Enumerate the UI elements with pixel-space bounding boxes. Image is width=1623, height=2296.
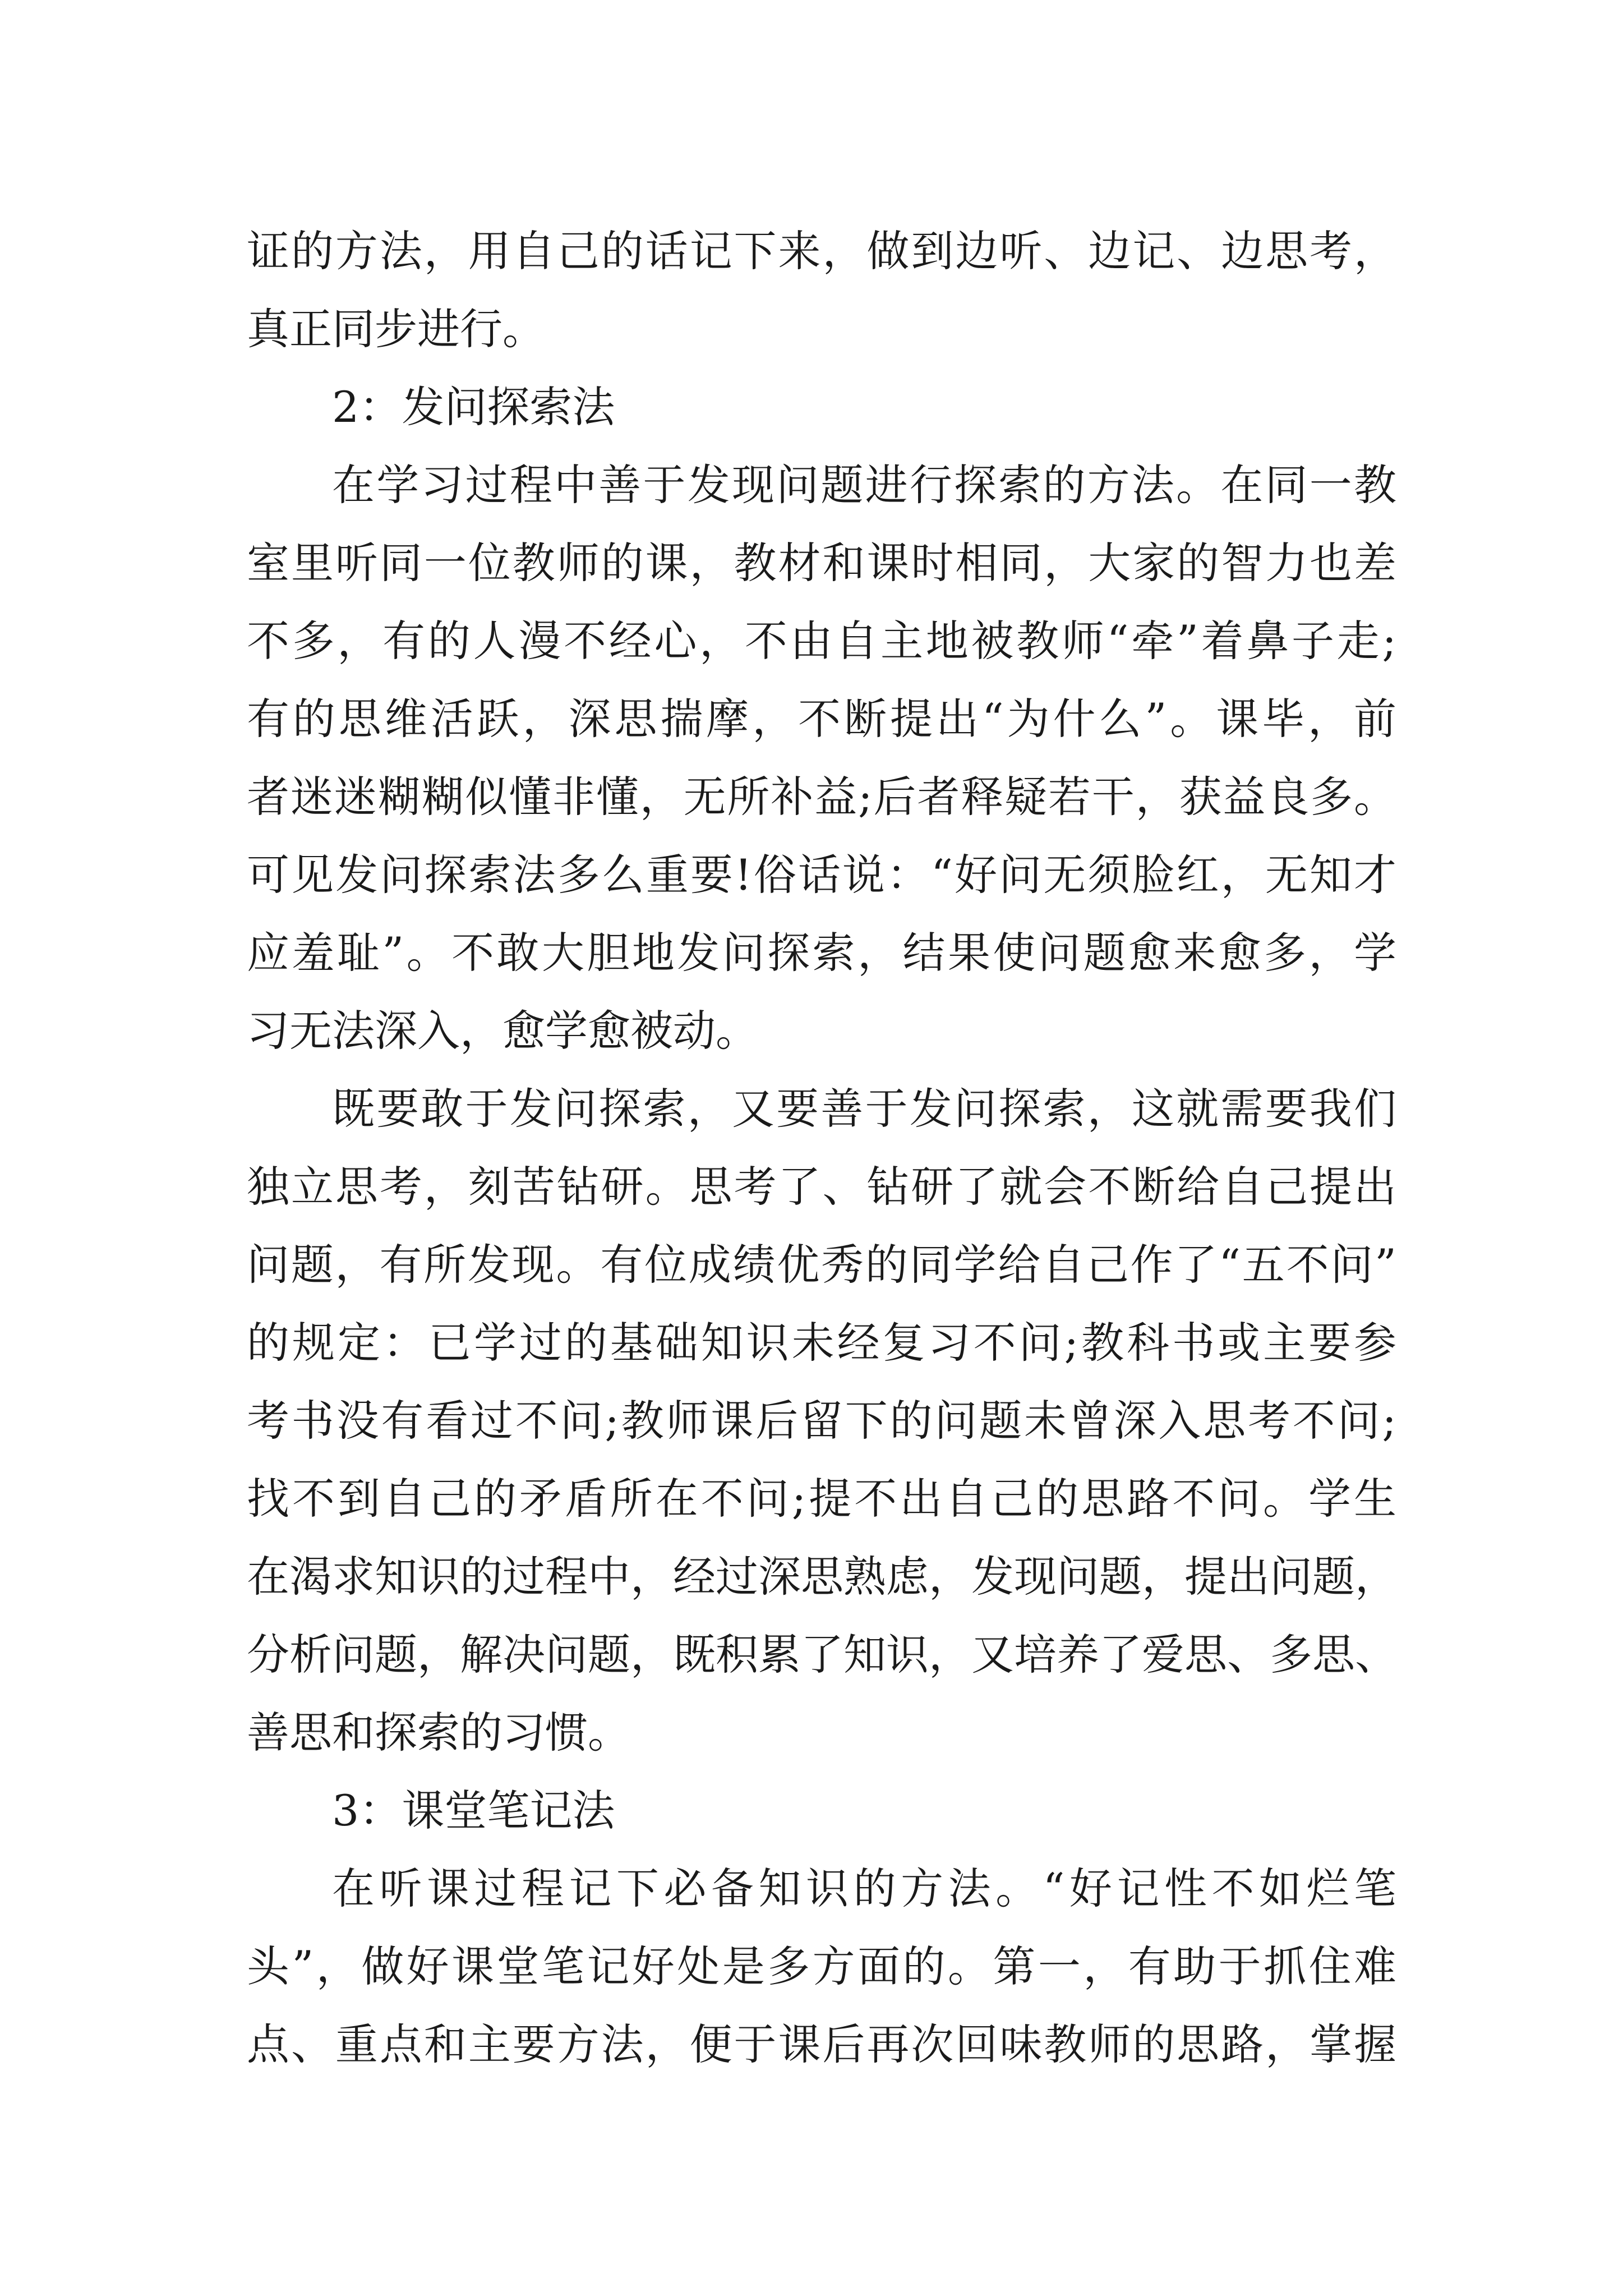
paragraph-line: 既要敢于发问探索，又要善于发问探索，这就需要我们 bbox=[332, 1084, 1396, 1134]
paragraph-line: 应羞耻”。不敢大胆地发问探索，结果使问题愈来愈多，学 bbox=[247, 928, 1396, 978]
paragraph-line: 善思和探索的习惯。 bbox=[247, 1708, 630, 1757]
paragraph-line: 室里听同一位教师的课，教材和课时相同，大家的智力也差 bbox=[247, 538, 1396, 588]
paragraph-line: 有的思维活跃，深思揣摩，不断提出“为什么”。课毕，前 bbox=[247, 694, 1396, 744]
paragraph-line: 独立思考，刻苦钻研。思考了、钻研了就会不断给自己提出 bbox=[247, 1162, 1396, 1212]
paragraph-line: 点、重点和主要方法，便于课后再次回味教师的思路，掌握 bbox=[247, 2019, 1396, 2069]
paragraph-line: 不多，有的人漫不经心，不由自主地被教师“牵”着鼻子走; bbox=[247, 616, 1396, 666]
paragraph-line: 真正同步进行。 bbox=[247, 304, 545, 354]
paragraph-line: 习无法深入，愈学愈被动。 bbox=[247, 1006, 758, 1056]
paragraph-line: 在听课过程记下必备知识的方法。“好记性不如烂笔 bbox=[332, 1864, 1396, 1913]
paragraph-line: 的规定：已学过的基础知识未经复习不问;教科书或主要参 bbox=[247, 1318, 1396, 1368]
section-heading-3: 3：课堂笔记法 bbox=[332, 1786, 615, 1835]
paragraph-line: 考书没有看过不问;教师课后留下的问题未曾深入思考不问; bbox=[247, 1396, 1396, 1446]
document-body bbox=[247, 212, 1396, 2083]
paragraph-line: 问题，有所发现。有位成绩优秀的同学给自己作了“五不问” bbox=[247, 1240, 1396, 1290]
section-heading-2: 2：发问探索法 bbox=[332, 382, 615, 432]
paragraph-line: 在学习过程中善于发现问题进行探索的方法。在同一教 bbox=[332, 460, 1396, 510]
paragraph-line: 者迷迷糊糊似懂非懂，无所补益;后者释疑若干，获益良多。 bbox=[247, 772, 1396, 822]
paragraph-line: 找不到自己的矛盾所在不问;提不出自己的思路不问。学生 bbox=[247, 1474, 1396, 1524]
paragraph-line: 在渴求知识的过程中，经过深思熟虑，发现问题，提出问题， bbox=[247, 1552, 1398, 1602]
paragraph-line: 证的方法，用自己的话记下来，做到边听、边记、边思考， bbox=[247, 226, 1396, 276]
paragraph-line: 头”，做好课堂笔记好处是多方面的。第一，有助于抓住难 bbox=[247, 1941, 1396, 1991]
paragraph-line: 可见发问探索法多么重要!俗话说：“好问无须脸红，无知才 bbox=[247, 850, 1396, 900]
paragraph-line: 分析问题，解决问题，既积累了知识，又培养了爱思、多思、 bbox=[247, 1630, 1398, 1680]
